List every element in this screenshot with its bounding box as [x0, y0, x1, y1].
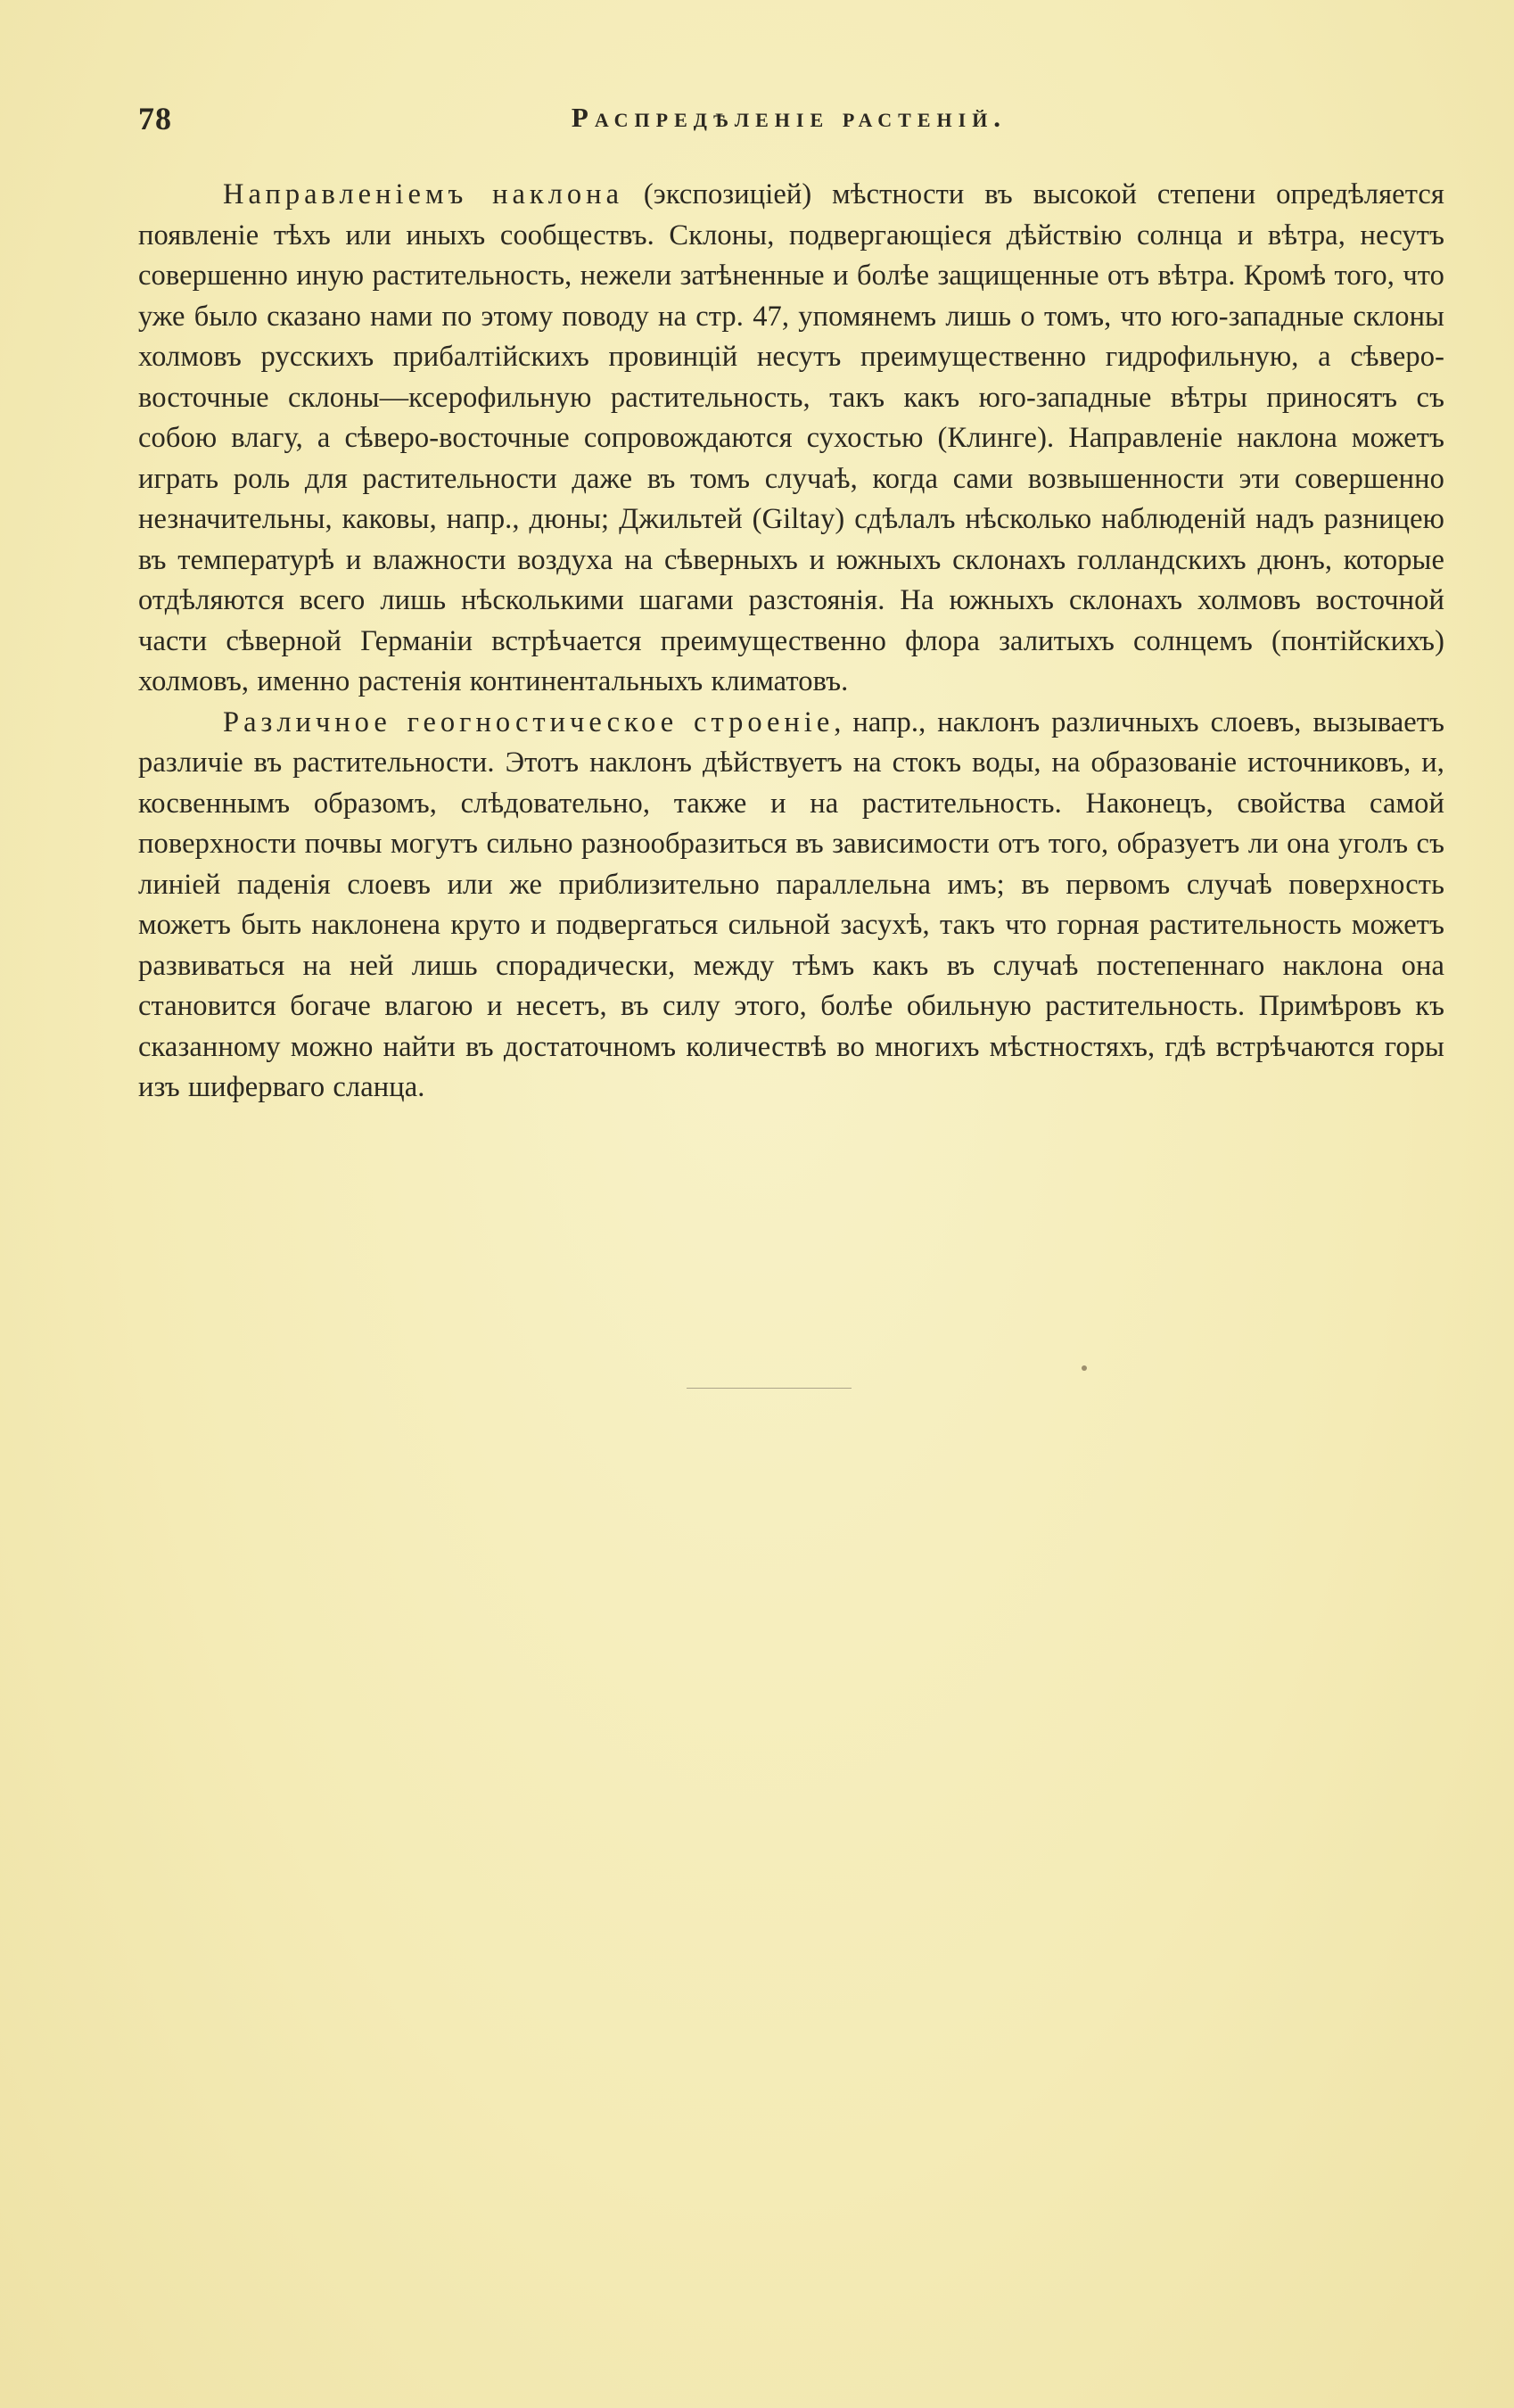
paragraph-2 [138, 703, 1444, 1109]
body-text [138, 175, 1444, 1109]
running-title: Распредѣленіе растеній. [571, 102, 1008, 133]
page-number: 78 [138, 101, 172, 136]
paragraph-1-lead: Направленіемъ наклона [223, 178, 623, 210]
page-header [138, 100, 1440, 144]
paragraph-1 [138, 175, 1444, 703]
print-speck [1082, 1365, 1087, 1371]
paragraph-2-lead: Различное геогностическое строеніе [223, 705, 835, 738]
paragraph-2-text: , напр., наклонъ различныхъ слоевъ, вызываетъ различіе въ растительности. Этотъ наклонъ дѣйствуетъ на стокъ воды, на образованіе источниковъ, и, косвеннымъ образомъ, слѣдовательно, также и на растительность. Наконецъ, свойства самой поверхности почвы могутъ сильно разнообразиться въ зависимости отъ того, образуетъ ли она уголъ съ линіей паденія слоевъ или же приблизительно параллельна имъ; въ первомъ случаѣ поверхность можетъ быть наклонена круто и подвергаться сильной засухѣ, такъ что горная растительность можетъ развиваться на ней лишь спорадически, между тѣмъ какъ въ случаѣ постепеннаго наклона она становится богаче влагою и несетъ, въ силу этого, болѣе обильную растительность. Примѣровъ къ сказанному можно найти въ достаточномъ количествѣ во многихъ мѣстностяхъ, гдѣ встрѣчаются горы изъ шиферваго сланца. [138, 705, 1444, 1103]
paragraph-1-text: (экспозиціей) мѣстности въ высокой степени опредѣляется появленіе тѣхъ или иныхъ сообществъ. Склоны, подвергающіеся дѣйствію солнца и вѣтра, несутъ совершенно иную растительность, нежели затѣненные и болѣе защищенные отъ вѣтра. Кромѣ того, что уже было сказано нами по этому поводу на стр. 47, упомянемъ лишь о томъ, что юго-западные склоны холмовъ русскихъ прибалтійскихъ провинцій несутъ преимущественно гидрофильную, а сѣверо-восточные склоны—ксерофильную растительность, такъ какъ юго-западные вѣтры приносятъ съ собою влагу, а сѣверо-восточные сопровождаются сухостью (Клинге). Направленіе наклона можетъ играть роль для растительности даже въ томъ случаѣ, когда сами возвышенности эти совершенно незначительны, каковы, напр., дюны; Джильтей (Giltay) сдѣлалъ нѣсколько наблюденій надъ разницею въ температурѣ и влажности воздуха на сѣверныхъ и южныхъ склонахъ голландскихъ дюнъ, которые отдѣляются всего лишь нѣсколькими шагами разстоянія. На южныхъ склонахъ холмовъ восточной части сѣверной Германіи встрѣчается преимущественно флора залитыхъ солнцемъ (понтійскихъ) холмовъ, именно растенія континентальныхъ климатовъ. [138, 178, 1444, 697]
end-rule [687, 1388, 852, 1389]
